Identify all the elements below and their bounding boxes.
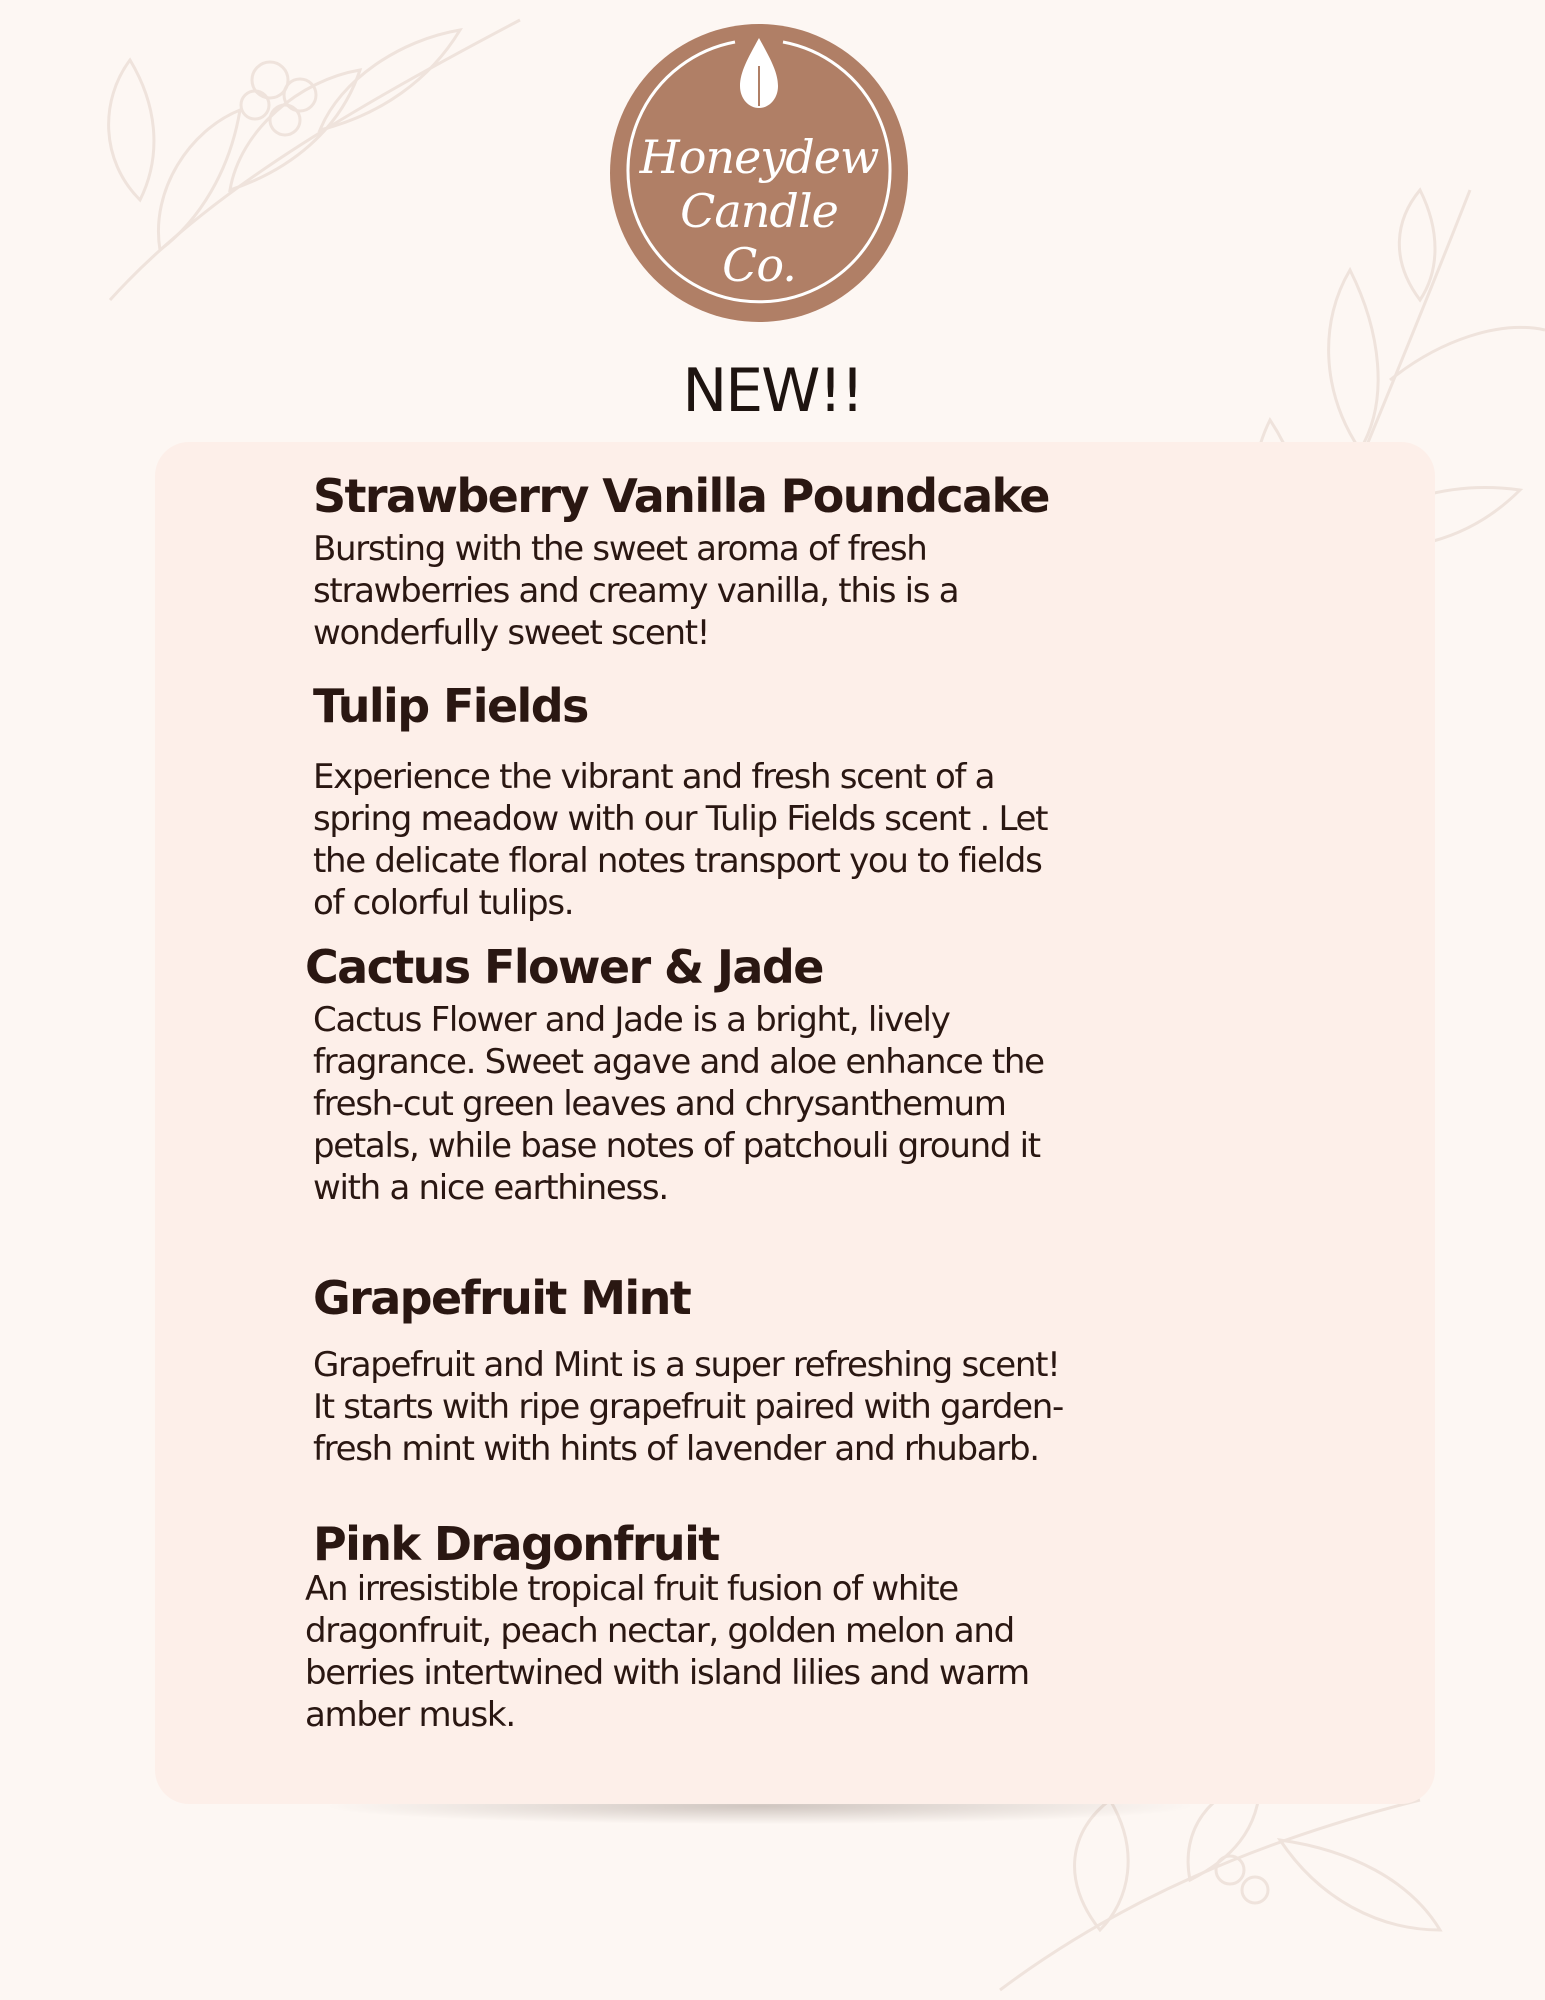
scent-description: Cactus Flower and Jade is a bright, lively fragrance. Sweet agave and aloe enhance the fresh-cut green leaves and chrysanthemum petals, while base notes of patchouli ground it with a nice earthiness. [313,1000,1044,1208]
page-headline: NEW!! [682,356,863,426]
scent-item [313,468,1073,654]
scent-name: Tulip Fields [313,679,588,733]
scent-name: Strawberry Vanilla Poundcake [313,469,1049,523]
scent-name: Cactus Flower & Jade [305,940,823,994]
scent-item [305,1516,1065,1736]
scent-name: Pink Dragonfruit [313,1517,719,1571]
scent-description: Bursting with the sweet aroma of fresh strawberries and creamy vanilla, this is a wonderfully sweet scent! [313,529,959,653]
scent-description: Experience the vibrant and fresh scent of a spring meadow with our Tulip Fields scent . Let the delicate floral notes transport you to fields of colorful tulips. [313,757,1048,923]
scent-description: Grapefruit and Mint is a super refreshing scent! It starts with ripe grapefruit paired with garden-fresh mint with hints of lavender and rhubarb. [313,1345,1063,1469]
logo-line-1: Honeydew [639,130,879,184]
logo-wordmark [610,130,908,292]
scent-list-card [155,442,1435,1804]
logo-line-2: Candle [680,184,838,238]
scent-item [305,939,1073,1209]
scent-description: An irresistible tropical fruit fusion of white dragonfruit, peach nectar, golden melon and berries intertwined with island lilies and warm amber musk. [305,1569,1029,1735]
scent-item [313,1270,1073,1470]
scent-item [313,678,1073,924]
logo-line-3: Co. [722,238,796,292]
scent-name: Grapefruit Mint [313,1271,691,1325]
brand-logo [610,24,908,322]
